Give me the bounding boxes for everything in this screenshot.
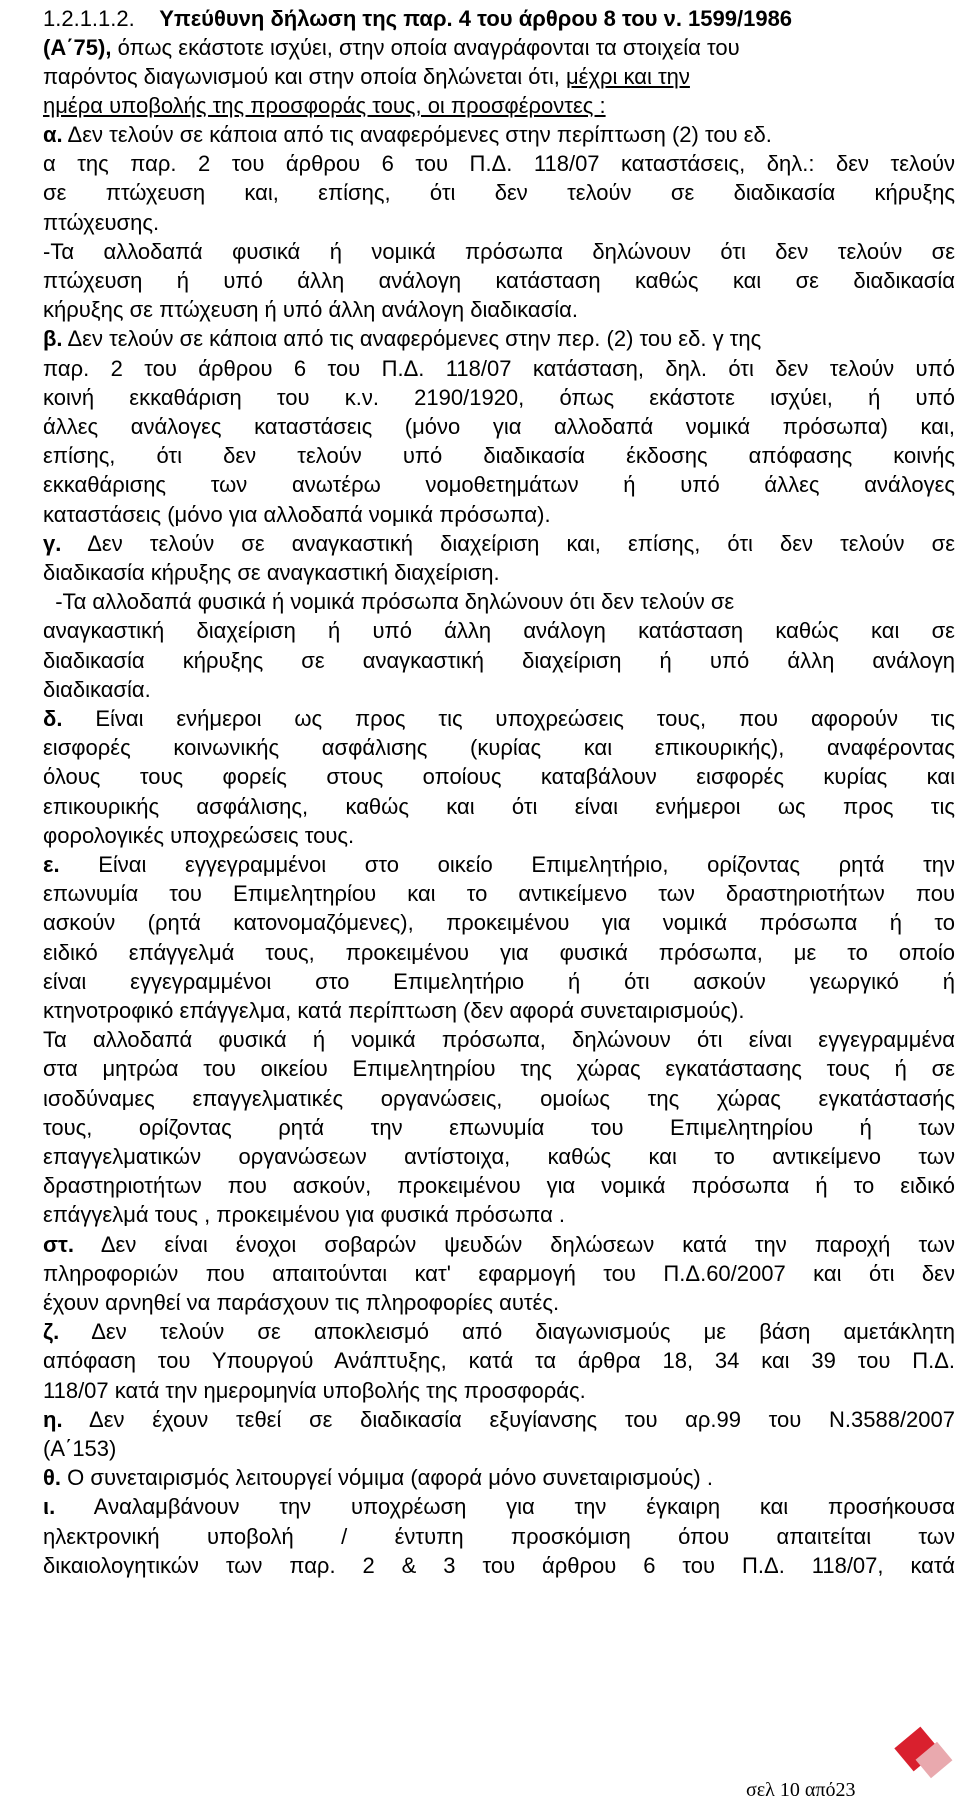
heading-title: Υπεύθυνη δήλωση της παρ. 4 του άρθρου 8 του ν. 1599/1986 — [159, 6, 793, 31]
text-line — [43, 704, 955, 733]
underlined-text: ημέρα υποβολής της προσφοράς τους, οι προσφέροντες : — [43, 93, 606, 118]
line-text: σε πτώχευση και, επίσης, ότι δεν τελούν σε διαδικασία κήρυξης — [43, 180, 955, 206]
line-text: δικαιολογητικών των παρ. 2 & 3 του άρθρου 6 του Π.Δ. 118/07, κατά — [43, 1552, 955, 1578]
text-line — [43, 1259, 955, 1288]
line-text: -Τα αλλοδαπά φυσικά ή νομικά πρόσωπα δηλώνουν ότι δεν τελούν σε — [43, 238, 955, 264]
text-line — [43, 558, 955, 587]
text-line — [43, 324, 955, 353]
line-text: επωνυμία του Επιμελητηρίου και το αντικείμενο των δραστηριοτήτων που — [43, 881, 955, 907]
line-text: επίσης, ότι δεν τελούν υπό διαδικασία έκδοσης απόφασης κοινής — [43, 443, 955, 469]
line-text: Δεν τελούν σε αποκλεισμό από διαγωνισμούς με βάση αμετάκλητη — [91, 1319, 955, 1345]
text-line — [43, 1084, 955, 1113]
item-marker: δ. — [43, 706, 63, 731]
text-line — [43, 1171, 955, 1200]
line-text: εισφορές κοινωνικής ασφάλισης (κυρίας και επικουρικής), αναφέροντας — [43, 735, 955, 761]
line-text: έχουν αρνηθεί να παράσχουν τις πληροφορίες αυτές. — [43, 1290, 560, 1315]
text-line — [43, 178, 955, 207]
text-line — [43, 908, 955, 937]
line-text: επάγγελμά τους , προκειμένου για φυσικά πρόσωπα . — [43, 1202, 566, 1228]
line-text: δραστηριοτήτων που ασκούν, προκειμένου για νομικά πρόσωπα ή το ειδικό — [43, 1173, 955, 1199]
text-line — [43, 1025, 955, 1054]
item-marker: θ. — [43, 1465, 62, 1491]
text-line — [43, 646, 955, 675]
text-line — [43, 792, 955, 821]
item-marker: β. — [43, 326, 63, 352]
line-text: άλλες ανάλογες καταστάσεις (μόνο για αλλοδαπά νομικά πρόσωπα) και, — [43, 414, 955, 439]
line-text: ειδικό επάγγελμά τους, προκειμένου για φυσικά πρόσωπα, με το οποίο — [43, 939, 955, 965]
line-text: ασκούν (ρητά κατονομαζόμενες), προκειμένου για νομικά πρόσωπα ή το — [43, 910, 955, 936]
text-line — [43, 1200, 955, 1229]
heading-number: 1.2.1.1.2. — [43, 6, 135, 31]
line-text: όλους τους φορείς στους οποίους καταβάλουν εισφορές κυρίας και — [43, 764, 955, 790]
line-text: ισοδύναμες επαγγελματικές οργανώσεις, ομοίως της χώρας εγκατάστασής — [43, 1085, 955, 1111]
line-text: 118/07 κατά την ημερομηνία υποβολής της προσφοράς. — [43, 1377, 586, 1403]
text-line — [43, 967, 955, 996]
line-text: διαδικασία κήρυξης σε αναγκαστική διαχείριση. — [43, 560, 500, 585]
line-text: διαδικασία. — [43, 676, 151, 702]
text-line — [43, 295, 955, 324]
text-line — [43, 354, 955, 383]
line-text: Αναλαμβάνουν την υποχρέωση για την έγκαιρη και προσήκουσα — [93, 1494, 955, 1520]
line-text: απόφαση του Υπουργού Ανάπτυξης, κατά τα άρθρα 18, 34 και 39 του Π.Δ. — [43, 1348, 955, 1374]
line-text: επικουρικής ασφάλισης, καθώς και ότι είναι ενήμεροι ως προς τις — [43, 793, 955, 819]
line-text: διαδικασία κήρυξης σε αναγκαστική διαχείριση ή υπό άλλη ανάλογη — [43, 647, 955, 673]
text-line — [43, 237, 955, 266]
text-line — [43, 1113, 955, 1142]
text-line — [43, 383, 955, 412]
line-text: στα μητρώα του οικείου Επιμελητηρίου της χώρας εγκατάστασης τους ή σε — [43, 1056, 955, 1082]
line-text: είναι εγγεγραμμένοι στο Επιμελητήριο ή ότι ασκούν γεωργικό ή — [43, 968, 955, 994]
line-text: τους, ορίζοντας ρητά την επωνυμία του Επιμελητηρίου ή των — [43, 1114, 955, 1140]
text-line — [43, 938, 955, 967]
heading-line-2 — [43, 33, 955, 62]
heading-text: όπως εκάστοτε ισχύει, στην οποία αναγράφονται τα στοιχεία του — [117, 35, 740, 60]
page-number: σελ 10 από23 — [746, 1779, 856, 1801]
line-text: εκκαθάρισης των ανωτέρω νομοθετημάτων ή υπό άλλες ανάλογες — [43, 472, 955, 498]
text-line — [43, 120, 955, 149]
text-line — [43, 1054, 955, 1083]
text-line — [43, 587, 955, 616]
heading-ref: (Α΄75), — [43, 35, 112, 60]
line-text: κήρυξης σε πτώχευση ή υπό άλλη ανάλογη διαδικασία. — [43, 297, 578, 323]
item-marker: ε. — [43, 852, 60, 877]
line-text: επαγγελματικών οργανώσεων αντίστοιχα, καθώς και το αντικείμενο των — [43, 1144, 955, 1169]
line-text: καταστάσεις (μόνο για αλλοδαπά νομικά πρόσωπα). — [43, 501, 551, 527]
logo-icon — [892, 1720, 954, 1780]
item-marker: στ. — [43, 1231, 74, 1257]
underlined-text: μέχρι και την — [566, 64, 690, 89]
item-marker: α. — [43, 122, 63, 147]
line-text: κτηνοτροφικό επάγγελμα, κατά περίπτωση (δεν αφορά συνεταιρισμούς). — [43, 998, 745, 1023]
text-line — [43, 208, 955, 237]
text-line — [43, 1346, 955, 1375]
text-line — [43, 412, 955, 441]
text-line — [43, 266, 955, 295]
text-line — [43, 821, 955, 850]
line-text: πτώχευσης. — [43, 209, 160, 235]
line-text: κοινή εκκαθάριση του κ.ν. 2190/1920, όπως εκάστοτε ισχύει, ή υπό — [43, 384, 955, 410]
line-text: Δεν έχουν τεθεί σε διαδικασία εξυγίανσης του αρ.99 του Ν.3588/2007 — [89, 1406, 955, 1432]
line-text: Ο συνεταιρισμός λειτουργεί νόμιμα (αφορά μόνο συνεταιρισμούς) . — [67, 1465, 713, 1491]
item-marker: ι. — [43, 1494, 56, 1520]
heading-line-1 — [43, 4, 955, 33]
text-line — [43, 1405, 955, 1434]
text-line — [43, 1492, 955, 1521]
line-text: (Α΄153) — [43, 1436, 117, 1461]
text-line — [43, 1317, 955, 1346]
text-line — [43, 1434, 955, 1463]
line-text: Είναι εγγεγραμμένοι στο οικείο Επιμελητήριο, ορίζοντας ρητά την — [98, 852, 955, 877]
text-line — [43, 149, 955, 178]
heading-text: παρόντος διαγωνισμού και στην οποία δηλώνεται ότι, — [43, 64, 560, 89]
line-text: πτώχευση ή υπό άλλη ανάλογη κατάσταση καθώς και σε διαδικασία — [43, 268, 955, 293]
text-line — [43, 1230, 955, 1259]
text-line — [43, 1551, 955, 1580]
line-text: -Τα αλλοδαπά φυσικά ή νομικά πρόσωπα δηλώνουν ότι δεν τελούν σε — [43, 589, 735, 615]
line-text: αναγκαστική διαχείριση ή υπό άλλη ανάλογη κατάσταση καθώς και σε — [43, 618, 955, 644]
text-line — [43, 441, 955, 470]
text-line — [43, 850, 955, 879]
line-text: α της παρ. 2 του άρθρου 6 του Π.Δ. 118/07 καταστάσεις, δηλ.: δεν τελούν — [43, 151, 955, 177]
text-line — [43, 879, 955, 908]
text-line — [43, 996, 955, 1025]
line-text: Δεν τελούν σε κάποια από τις αναφερόμενες στην περίπτωση (2) του εδ. — [67, 122, 772, 147]
item-marker: γ. — [43, 530, 62, 556]
heading-line-3 — [43, 62, 955, 91]
line-text: Δεν είναι ένοχοι σοβαρών ψευδών δηλώσεων κατά την παροχή των — [100, 1231, 955, 1257]
line-text: φορολογικές υποχρεώσεις τους. — [43, 822, 355, 848]
text-line — [43, 500, 955, 529]
line-text: Δεν τελούν σε κάποια από τις αναφερόμενες στην περ. (2) του εδ. γ της — [67, 326, 762, 352]
item-marker: ζ. — [43, 1319, 60, 1345]
line-text: πληροφοριών που απαιτούνται κατ' εφαρμογή του Π.Δ.60/2007 και ότι δεν — [43, 1260, 955, 1286]
text-line — [43, 616, 955, 645]
line-text: Τα αλλοδαπά φυσικά ή νομικά πρόσωπα, δηλώνουν ότι είναι εγγεγραμμένα — [43, 1027, 955, 1053]
text-line — [43, 1142, 955, 1171]
heading-line-4 — [43, 91, 955, 120]
text-line — [43, 1522, 955, 1551]
text-line — [43, 675, 955, 704]
line-text: Είναι ενήμεροι ως προς τις υποχρεώσεις τους, που αφορούν τις — [95, 706, 955, 731]
text-line — [43, 1288, 955, 1317]
text-line — [43, 762, 955, 791]
line-text: Δεν τελούν σε αναγκαστική διαχείριση και, επίσης, ότι δεν τελούν σε — [87, 530, 955, 556]
text-line — [43, 1463, 955, 1492]
line-text: ηλεκτρονική υποβολή / έντυπη προσκόμιση όπου απαιτείται των — [43, 1523, 955, 1549]
item-marker: η. — [43, 1406, 63, 1432]
text-line — [43, 529, 955, 558]
text-line — [43, 1376, 955, 1405]
text-line — [43, 470, 955, 499]
line-text: παρ. 2 του άρθρου 6 του Π.Δ. 118/07 κατάσταση, δηλ. ότι δεν τελούν υπό — [43, 355, 955, 381]
text-line — [43, 733, 955, 762]
